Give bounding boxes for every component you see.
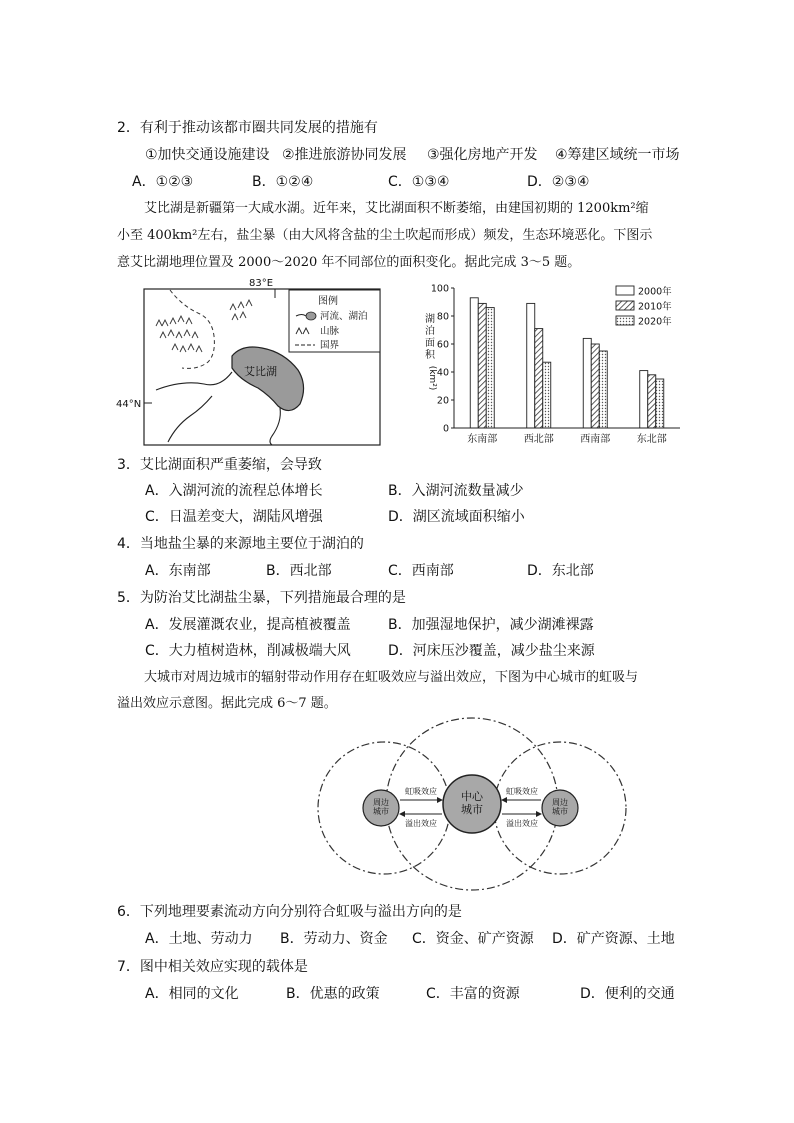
question-3-stem: 3．艾比湖面积严重萎缩，会导致: [117, 457, 322, 473]
national-border: [170, 290, 214, 368]
x-tick-label: 东北部: [636, 434, 667, 445]
center-city-label: 中心城市: [461, 790, 483, 816]
legend-mountain: 山脉: [320, 326, 340, 337]
y-axis-label: [425, 312, 437, 390]
question-4-stem: 4．当地盐尘暴的来源地主要位于湖泊的: [117, 536, 364, 552]
lake-area-bar-chart: [418, 278, 690, 448]
question-2-item-2: ②推进旅游协同发展: [282, 147, 407, 163]
question-2-item-1: ①加快交通设施建设: [145, 147, 270, 163]
intro-aibi-line-2: 小至 400km²左右，盐尘暴（由大风将含盐的尘土吹起而形成）频发，生态环境恶化。下图示: [117, 228, 653, 243]
bar-西北部-2010年: [535, 329, 543, 428]
legend-border: 国界: [320, 340, 340, 351]
question-2-item-4: ④筹建区域统一市场: [555, 147, 680, 163]
question-3-option-c[interactable]: C．日温差变大，湖陆风增强: [145, 509, 323, 525]
bar-西南部-2000年: [583, 338, 591, 428]
bar-西北部-2020年: [543, 362, 551, 428]
bar-东北部-2020年: [656, 379, 664, 428]
question-5-stem: 5．为防治艾比湖盐尘暴，下列措施最合理的是: [117, 590, 406, 606]
legend-swatch: [616, 316, 634, 325]
intro-siphon-line-1: 大城市对周边城市的辐射带动作用存在虹吸效应与溢出效应，下图为中心城市的虹吸与: [144, 670, 639, 685]
bar-西南部-2020年: [599, 351, 607, 428]
legend-river-lake: 河流、湖泊: [320, 311, 368, 322]
question-6-option-b[interactable]: B．劳动力、资金: [280, 931, 388, 947]
mountain-symbols: [156, 300, 252, 352]
question-2-option-b[interactable]: B．①②④: [252, 174, 314, 190]
question-6-stem: 6．下列地理要素流动方向分别符合虹吸与溢出方向的是: [117, 904, 462, 920]
question-6-option-d[interactable]: D．矿产资源、土地: [552, 931, 675, 947]
intro-aibi-line-1: 艾比湖是新疆第一大咸水湖。近年来，艾比湖面积不断萎缩，由建国初期的 1200km²缩: [144, 201, 649, 216]
legend-label: 2000年: [638, 286, 672, 298]
y-tick-label: 100: [430, 283, 449, 295]
bar-西南部-2010年: [591, 344, 599, 428]
latitude-label: 44°N: [116, 399, 142, 410]
question-2-option-a[interactable]: A．①②③: [132, 174, 194, 190]
siphon-spillover-diagram: [314, 716, 630, 896]
question-4-option-c[interactable]: C．西南部: [388, 563, 454, 579]
bar-东北部-2010年: [648, 375, 656, 428]
question-5-option-a[interactable]: A．发展灌溉农业，提高植被覆盖: [145, 617, 351, 633]
question-7-option-c[interactable]: C．丰富的资源: [426, 986, 520, 1002]
question-3-option-d[interactable]: D．湖区流域面积缩小: [388, 509, 525, 525]
question-2-option-d[interactable]: D．②③④: [527, 174, 590, 190]
question-2-item-3: ③强化房地产开发: [427, 147, 538, 163]
right-city-label: 周边城市: [552, 798, 568, 816]
y-axis-label-char: 面: [425, 338, 435, 349]
legend-swatch: [616, 301, 634, 310]
bar-东南部-2010年: [478, 303, 486, 428]
y-axis-label-char: 积: [425, 350, 435, 361]
aibi-lake-map: [112, 276, 394, 448]
legend-title: 图例: [318, 296, 338, 307]
legend-label: 2010年: [638, 301, 672, 313]
question-2-option-c[interactable]: C．①③④: [388, 174, 450, 190]
longitude-label: 83°E: [248, 278, 274, 289]
x-tick-label: 西南部: [580, 434, 611, 445]
bar-西北部-2000年: [527, 303, 535, 428]
y-tick-label: 20: [436, 395, 449, 407]
question-5-option-d[interactable]: D．河床压沙覆盖，减少盐尘来源: [388, 643, 595, 659]
bar-东南部-2020年: [486, 308, 494, 428]
left-city-label: 周边城市: [373, 798, 389, 816]
question-6-option-a[interactable]: A．土地、劳动力: [145, 931, 253, 947]
x-tick-label: 东南部: [467, 434, 498, 445]
y-tick-label: 0: [442, 423, 449, 435]
right-siphon-label: 虹吸效应: [506, 787, 538, 796]
question-3-option-a[interactable]: A．入湖河流的流程总体增长: [145, 483, 323, 499]
y-tick-label: 40: [436, 367, 449, 379]
bar-东北部-2000年: [640, 371, 648, 428]
question-5-option-c[interactable]: C．大力植树造林，削减极端大风: [145, 643, 351, 659]
lake-label: 艾比湖: [244, 365, 277, 378]
x-tick-label: 西北部: [523, 434, 554, 445]
y-tick-label: 60: [436, 339, 449, 351]
y-tick-label: 80: [436, 311, 449, 323]
question-7-option-a[interactable]: A．相同的文化: [145, 986, 239, 1002]
question-2-stem: 2．有利于推动该都市圈共同发展的措施有: [117, 120, 378, 136]
y-axis-label-char: 泊: [425, 326, 435, 337]
legend-swatch: [616, 286, 634, 295]
left-siphon-label: 虹吸效应: [405, 787, 437, 796]
question-4-option-a[interactable]: A．东南部: [145, 563, 211, 579]
question-4-option-d[interactable]: D．东北部: [527, 563, 594, 579]
intro-siphon-line-2: 溢出效应示意图。据此完成 6～7 题。: [117, 696, 337, 711]
question-5-option-b[interactable]: B．加强湿地保护，减少湖滩裸露: [388, 617, 594, 633]
right-spillover-label: 溢出效应: [506, 819, 538, 828]
question-6-option-c[interactable]: C．资金、矿产资源: [412, 931, 534, 947]
y-axis-label-char: 湖: [425, 314, 435, 325]
legend-label: 2020年: [638, 316, 672, 328]
question-7-option-b[interactable]: B．优惠的政策: [286, 986, 380, 1002]
question-4-option-b[interactable]: B．西北部: [266, 563, 332, 579]
left-spillover-label: 溢出效应: [405, 819, 437, 828]
question-7-stem: 7．图中相关效应实现的载体是: [117, 959, 308, 975]
intro-aibi-line-3: 意艾比湖地理位置及 2000～2020 年不同部位的面积变化。据此完成 3～5 题。: [117, 255, 581, 270]
question-7-option-d[interactable]: D．便利的交通: [580, 986, 675, 1002]
y-axis-label-unit: (km²): [427, 365, 437, 391]
bar-东南部-2000年: [470, 298, 478, 428]
aibi-lake: [232, 347, 304, 411]
question-3-option-b[interactable]: B．入湖河流数量减少: [388, 483, 524, 499]
